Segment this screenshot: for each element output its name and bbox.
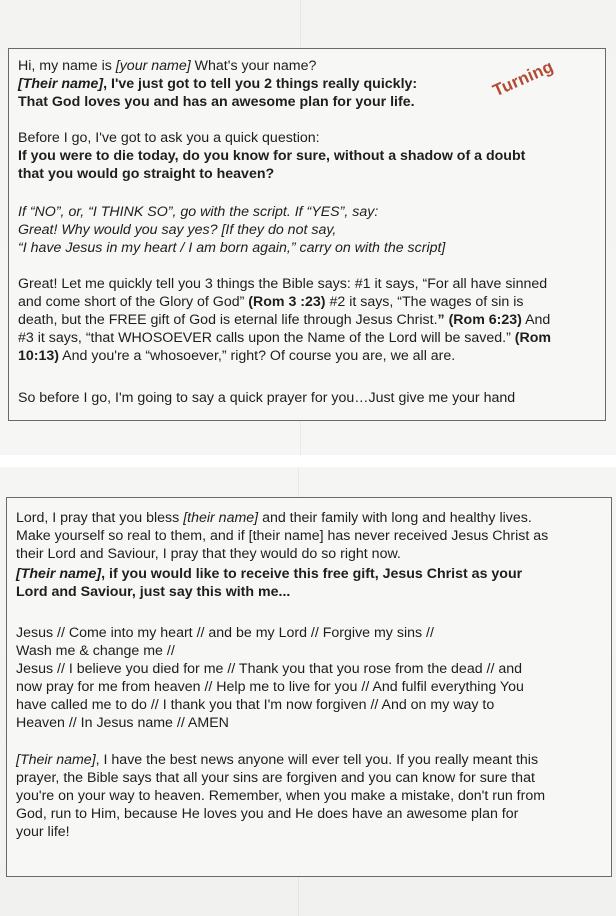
bible-line-3 [18,311,550,329]
question-line-1: If you were to die today, do you know for sure, without a shadow of a doubt [18,148,526,164]
bible-text: #3 it says, “that WHOSOEVER calls upon the Name of the Lord will be saved.” [18,330,515,346]
script-card-bottom [6,497,612,877]
greeting-line [18,57,316,75]
bible-line-5 [18,347,455,365]
their-name-placeholder: [Their name] [18,76,104,92]
news-line-2: prayer, the Bible says that all your sins are forgiven and you can know for sure that [16,770,535,786]
bible-line-4 [18,329,551,347]
bible-line-1: Great! Let me quickly tell you 3 things the Bible says: #1 it says, “For all have sinned [18,276,548,292]
jesus-line-2: Wash me & change me // [16,643,175,659]
bible-text: And you're a “whosoever,” right? Of course you are, we all are. [59,348,456,364]
jesus-line-4: now pray for me from heaven // Help me to live for you // And fulfil everything You [16,679,524,695]
verse-reference: 10:13) [18,348,60,364]
two-things-line [18,75,417,93]
greeting-question: What's your name? [190,58,317,74]
prayer-intro-line: So before I go, I'm going to say a quick prayer for you…Just give me your hand [18,390,516,406]
news-line-4: God, run to Him, because He loves you and He does have an awesome plan for [16,806,519,822]
their-name-placeholder: [their name] [183,510,259,526]
receive-line-1 [16,565,522,583]
bible-text: And [521,312,551,328]
news-line-1 [16,751,538,769]
jesus-line-1: Jesus // Come into my heart // and be my Lord // Forgive my sins // [16,625,434,641]
your-name-placeholder: [your name] [115,58,191,74]
prayer-text: Lord, I pray that you bless [16,510,184,526]
receive-line-2: Lord and Saviour, just say this with me... [16,584,291,600]
two-things-text: , I've just got to tell you 2 things really quickly: [103,76,418,92]
instruction-line-2: Great! Why would you say yes? [If they do not say, [18,222,337,238]
turning-stamp-logo: Turning [489,56,557,101]
news-line-5: your life! [16,824,70,840]
bible-text: death, but the FREE gift of God is eternal life through Jesus Christ. [18,312,438,328]
their-name-placeholder: [Their name] [16,566,102,582]
receive-text: , if you would like to receive this free gift, Jesus Christ as your [101,566,523,582]
greeting-text: Hi, my name is [18,58,116,74]
verse-reference: ” (Rom 6:23) [437,312,522,328]
their-name-placeholder: [Their name] [16,752,96,768]
before-go-line: Before I go, I've got to ask you a quick question: [18,130,320,146]
script-card-top [8,48,606,421]
lord-line-3: their Lord and Saviour, I pray that they would do so right now. [16,546,401,562]
news-text: , I have the best news anyone will ever tell you. If you really meant this [95,752,539,768]
jesus-line-6: Heaven // In Jesus name // AMEN [16,715,229,731]
bible-line-2 [18,293,523,311]
lord-line-2: Make yourself so real to them, and if [their name] has never received Jesus Christ as [16,528,549,544]
news-line-3: you're on your way to heaven. Remember, when you make a mistake, don't run from [16,788,546,804]
bible-text: #2 it says, “The wages of sin is [325,294,524,310]
god-loves-line: That God loves you and has an awesome plan for your life. [18,94,415,110]
bible-text: and come short of the Glory of God” [18,294,249,310]
verse-reference: (Rom [514,330,552,346]
sheet-gap [0,455,616,467]
jesus-line-3: Jesus // I believe you died for me // Thank you that you rose from the dead // and [16,661,523,677]
prayer-text: and their family with long and healthy lives. [258,510,532,526]
question-line-2: that you would go straight to heaven? [18,166,275,182]
jesus-line-5: have called me to do // I thank you that I'm now forgiven // And on my way to [16,697,495,713]
instruction-line-3: “I have Jesus in my heart / I am born again,” carry on with the script] [18,240,446,256]
instruction-line-1: If “NO”, or, “I THINK SO”, go with the script. If “YES”, say: [18,204,379,220]
verse-reference: (Rom 3 :23) [248,294,326,310]
lord-line-1 [16,509,532,527]
